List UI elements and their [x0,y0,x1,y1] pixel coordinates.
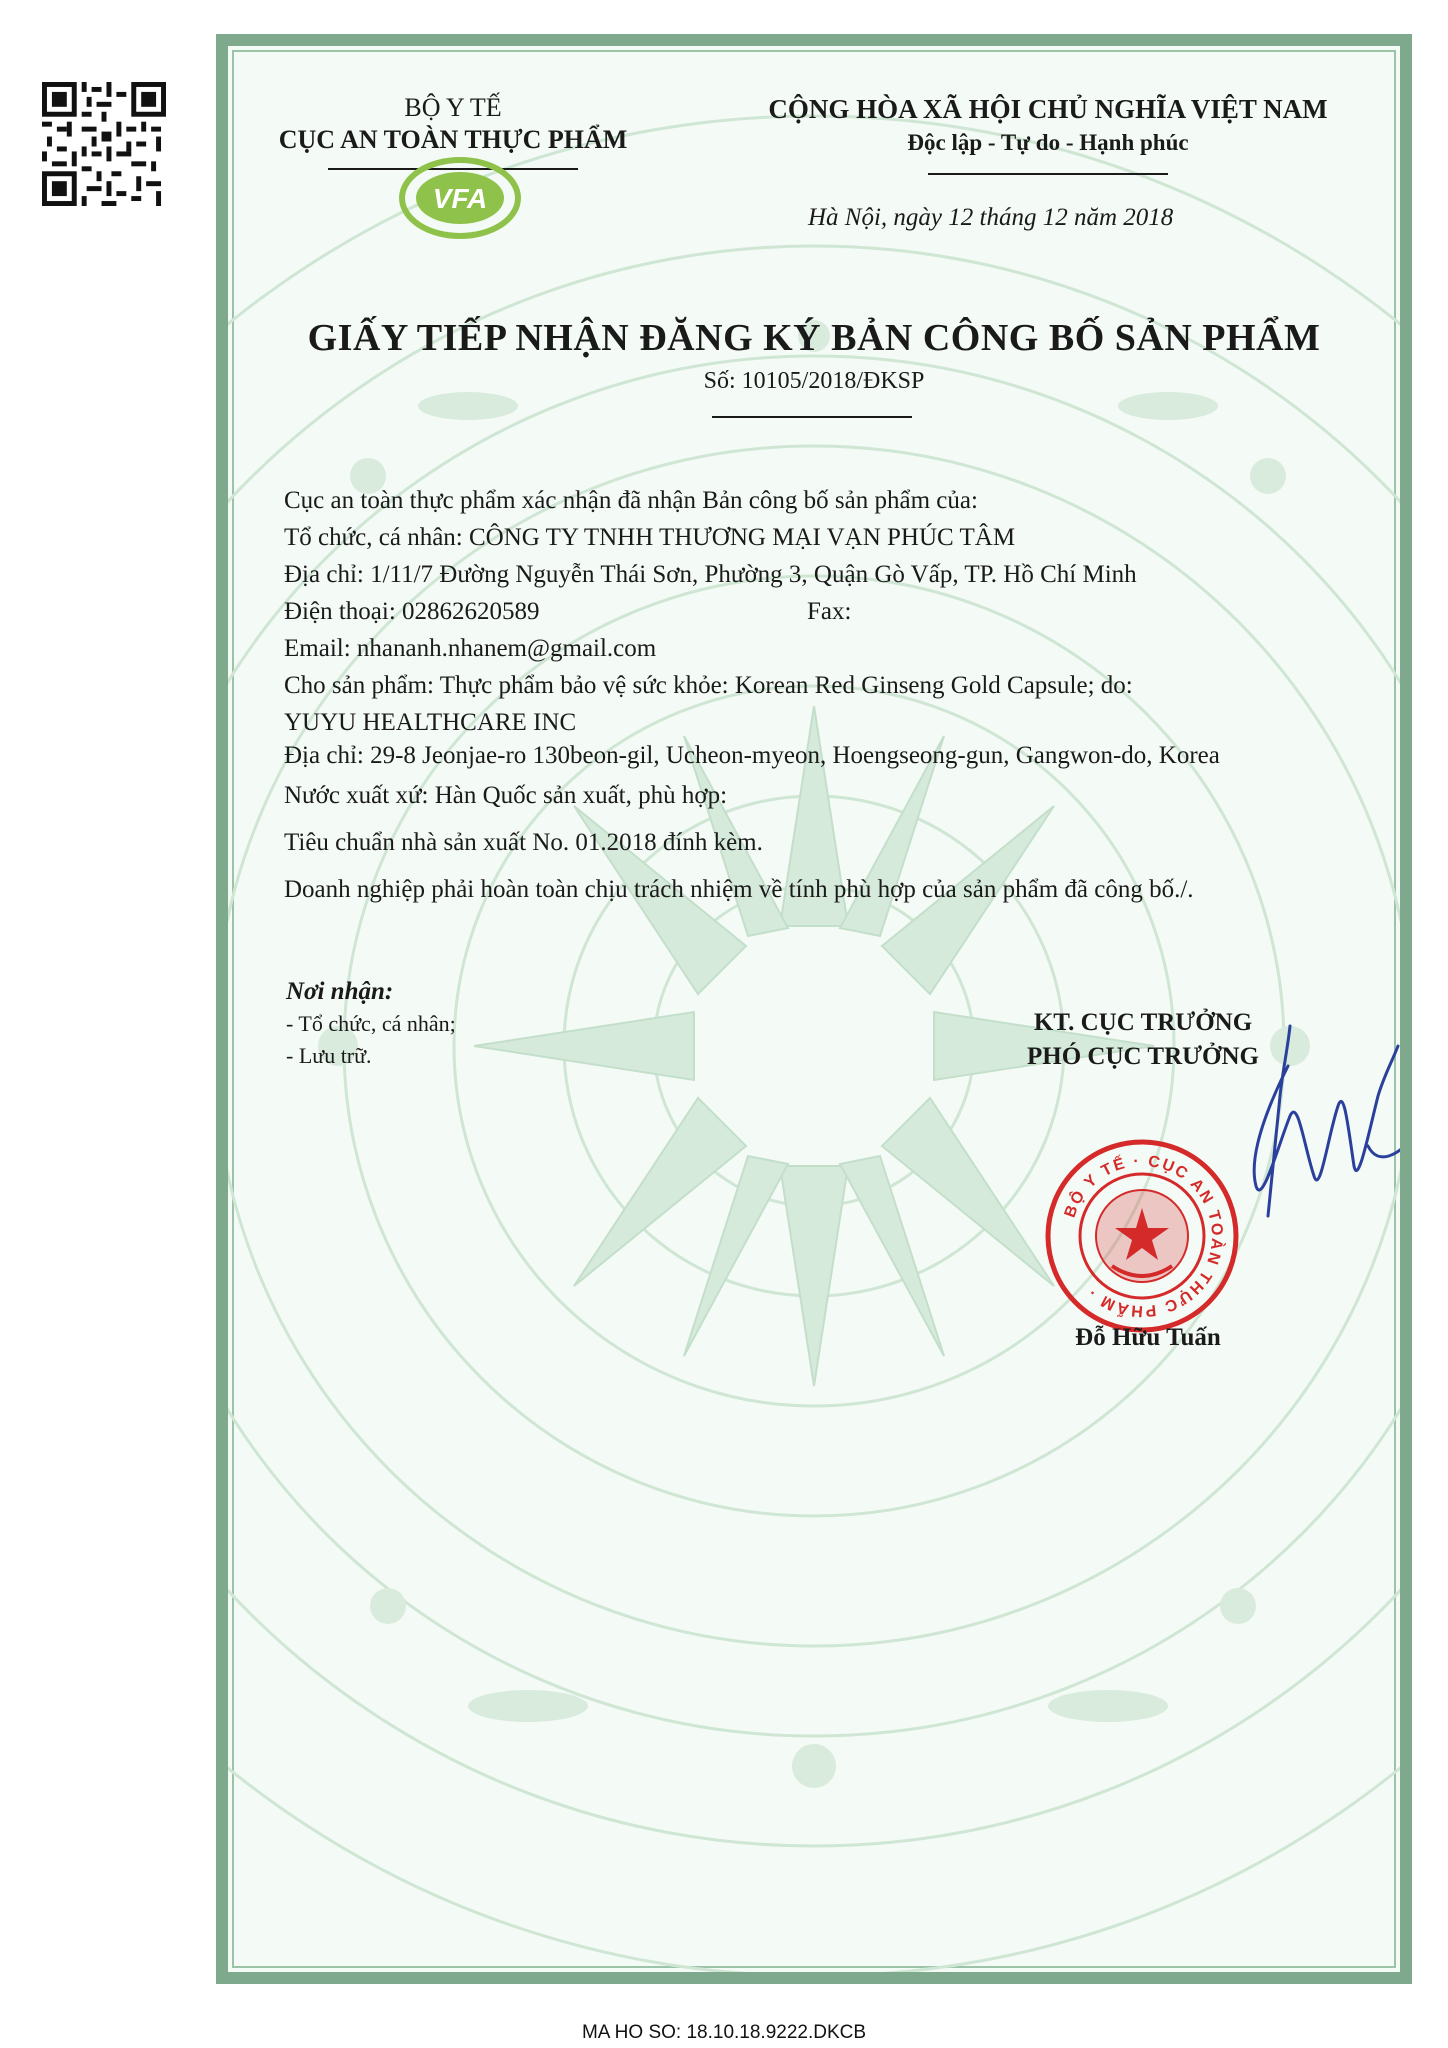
signer-name: Đỗ Hữu Tuấn [1075,1324,1221,1351]
recipient-item: - Tổ chức, cá nhân; [286,1011,456,1036]
phone-fax-line [284,593,1374,630]
responsibility-line: Doanh nghiệp phải hoàn toàn chịu trách nhiệm về tính phù hợp của sản phẩm đã công bố./. [284,876,1194,903]
address-line: Địa chỉ: 1/11/7 Đường Nguyễn Thái Sơn, Phường 3, Quận Gò Vấp, TP. Hồ Chí Minh [284,561,1137,588]
handwritten-signature [1228,986,1412,1246]
official-seal [1042,1136,1242,1336]
manufacturer-line: YUYU HEALTHCARE INC [284,709,577,736]
document-title: GIẤY TIẾP NHẬN ĐĂNG KÝ BẢN CÔNG BỐ SẢN PHẨM [307,317,1321,359]
svg-text:BỘ Y TẾ · CỤC AN TOÀN THỰC PHẨ: BỘ Y TẾ · CỤC AN TOÀN THỰC PHẨM · [1061,1152,1226,1320]
certificate-frame [216,34,1412,1984]
vfa-logo [398,156,522,240]
organization-line: Tổ chức, cá nhân: CÔNG TY TNHH THƯƠNG MẠI VẠN PHÚC TÂM [284,524,1016,551]
signature-line-2: PHÓ CỤC TRƯỞNG [1027,1043,1259,1070]
manufacturer-address-line: Địa chỉ: 29-8 Jeonjae-ro 130beon-gil, Ucheon-myeon, Hoengseong-gun, Gangwon-do, Korea [284,742,1220,769]
document-number: Số: 10105/2018/ĐKSP [703,368,925,394]
signature-line-1: KT. CỤC TRƯỞNG [1033,1009,1253,1036]
product-line: Cho sản phẩm: Thực phẩm bảo vệ sức khỏe: Korean Red Ginseng Gold Capsule; do: [284,672,1133,699]
qr-code [42,82,166,206]
logo-text: VFA [432,183,488,214]
intro-line: Cục an toàn thực phẩm xác nhận đã nhận Bản công bố sản phẩm của: [284,487,978,514]
phone-value: Điện thoại: 02862620589 [284,598,540,625]
agency-header [268,92,638,156]
recipient-item: - Lưu trữ. [286,1043,372,1068]
email-line: Email: nhananh.nhanem@gmail.com [284,635,657,662]
recipients-heading: Nơi nhận: [286,978,394,1005]
ministry-name: BỘ Y TẾ [404,93,502,122]
origin-line: Nước xuất xứ: Hàn Quốc sản xuất, phù hợp: [284,782,728,809]
recipients-block [286,976,456,1072]
header-right-rule [928,173,1168,175]
fax-label: Fax: [807,598,852,625]
department-name: CỤC AN TOÀN THỰC PHẨM [278,125,628,154]
certificate-body [284,482,1374,908]
nation-motto: Độc lập - Tự do - Hạnh phúc [907,130,1189,155]
standard-line: Tiêu chuẩn nhà sản xuất No. 01.2018 đính kèm. [284,829,763,856]
nation-header [688,92,1408,160]
date-line: Hà Nội, ngày 12 tháng 12 năm 2018 [808,204,1174,231]
title-rule [712,416,912,418]
case-number-footer: MA HO SO: 18.10.18.9222.DKCB [581,2022,867,2043]
nation-name: CỘNG HÒA XÃ HỘI CHỦ NGHĨA VIỆT NAM [768,94,1328,124]
